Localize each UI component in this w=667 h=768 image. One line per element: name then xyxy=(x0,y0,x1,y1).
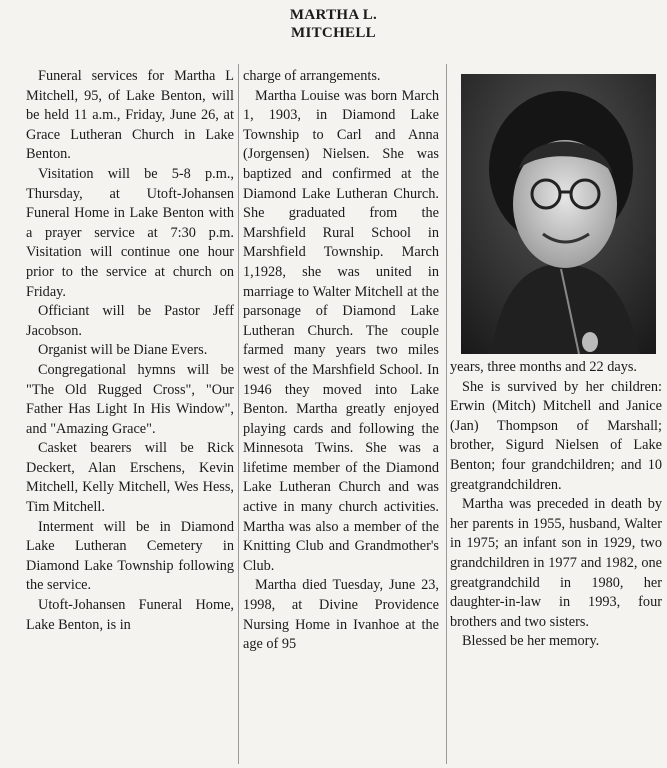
paragraph-survived-by: She is survived by her children: Erwin (Mitch) Mitchell and Janice (Jan) Thompson of Marshall; brother, Sigurd Nielsen of Lake Benton; four grandchildren; and 10 greatgrandchildren. xyxy=(450,378,662,493)
paragraph-preceded-in-death: Martha was preceded in death by her parents in 1955, husband, Walter in 1975; an infant son in 1929, two grandchildren in 1977 and 1982, one greatgrandchild in 1980, her daughter-in-law in 1993, four brothers and two sisters. xyxy=(450,496,662,630)
column-1 xyxy=(26,67,234,635)
paragraph-biography: Martha Louise was born March 1, 1903, in Diamond Lake Township to Carl and Anna (Jorgensen) Nielsen. She was baptized and confirmed at the Diamond Lake Lutheran Church. She graduated from the Marshfield Rural School in Marshfield Township. March 1,1928, she was united in marriage to Walter Mitchell at the parsonage of Diamond Lake Lutheran Church. The couple farmed many years two miles west of the Marshfield School. In 1946 they moved into Lake Benton. Martha greatly enjoyed playing cards and following the Minnesota Twins. She was a lifetime member of the Diamond Lake Lutheran Church and was active in many church activities. Martha was also a member of the Knitting Club and Grandmother's Club. xyxy=(243,87,439,574)
paragraph-funeral-home: Utoft-Johansen Funeral Home, Lake Benton, is in xyxy=(26,597,234,633)
paragraph-visitation: Visitation will be 5-8 p.m., Thursday, at Utoft-Johansen Funeral Home in Lake Benton with a prayer service at 7:30 p.m. Visitation will continue one hour prior to the service at church on Friday. xyxy=(26,165,234,300)
paragraph-funeral-services: Funeral services for Martha L Mitchell, 95, of Lake Benton, will be held 11 a.m., Friday, June 26, at Grace Lutheran Church in Lake Benton. xyxy=(26,68,234,163)
headline xyxy=(0,6,667,42)
paragraph-interment: Interment will be in Diamond Lake Lutheran Cemetery in Diamond Lake Township following the service. xyxy=(26,518,234,594)
paragraph-officiant: Officiant will be Pastor Jeff Jacobson. xyxy=(26,303,234,339)
headline-line-2: MITCHELL xyxy=(291,25,376,41)
paragraph-closing: Blessed be her memory. xyxy=(462,633,600,650)
headline-line-1: MARTHA L. xyxy=(289,7,378,23)
paragraph-hymns: Congregational hymns will be "The Old Rugged Cross", "Our Father Has Light In His Window", and "Amazing Grace". xyxy=(26,361,234,437)
portrait-photo xyxy=(461,74,656,354)
paragraph-continuation-age: years, three months and 22 days. xyxy=(450,359,638,375)
column-3 xyxy=(450,358,662,652)
column-divider-1 xyxy=(238,64,239,764)
paragraph-continuation: charge of arrangements. xyxy=(243,68,381,84)
column-divider-2 xyxy=(446,64,447,764)
paragraph-casket-bearers: Casket bearers will be Rick Deckert, Alan Erschens, Kevin Mitchell, Kelly Mitchell, Wes Hess, Tim Mitchell. xyxy=(26,440,234,516)
column-2 xyxy=(243,67,439,655)
paragraph-death: Martha died Tuesday, June 23, 1998, at Divine Providence Nursing Home in Ivanhoe at the age of 95 xyxy=(243,577,439,653)
paragraph-organist: Organist will be Diane Evers. xyxy=(38,342,208,359)
